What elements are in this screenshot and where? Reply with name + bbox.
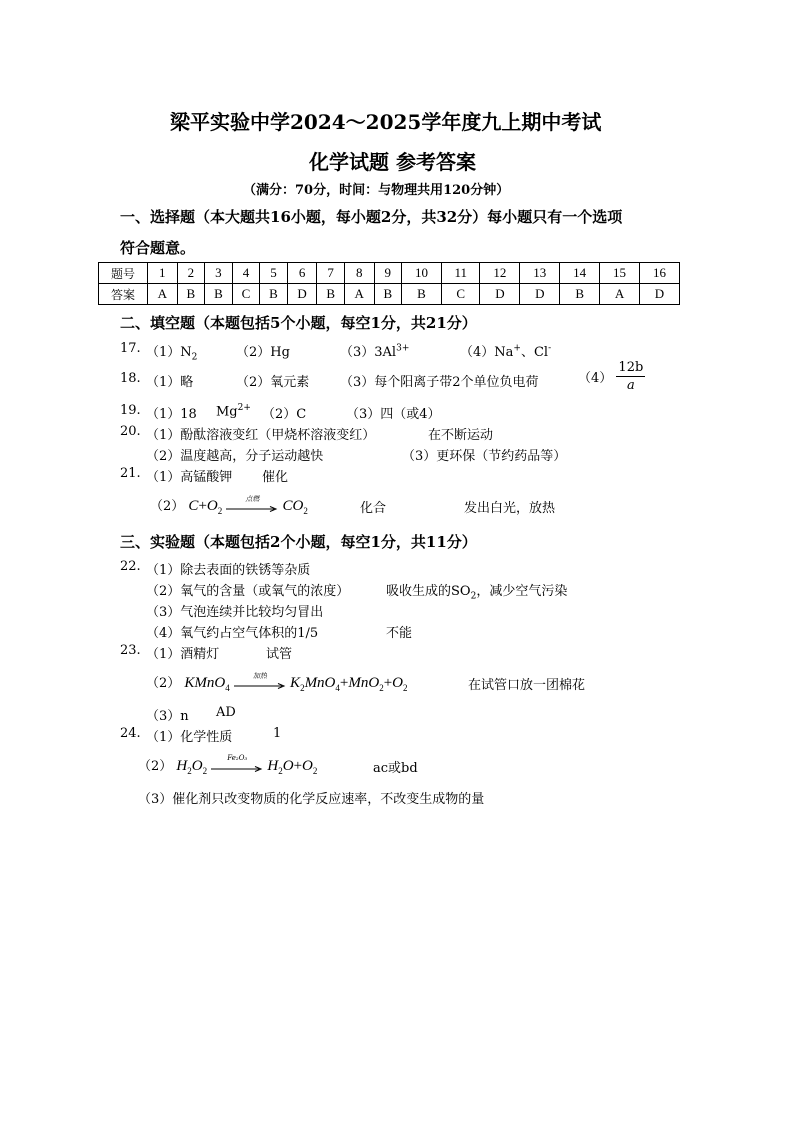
exam-meta: （满分：70分，时间：与物理共用120分钟） xyxy=(243,183,510,198)
q17-answer-2: （2）Hg xyxy=(236,345,290,360)
document-subtitle: 化学试题 参考答案 xyxy=(309,150,476,174)
reaction-arrow: 点燃 xyxy=(226,500,278,514)
question-number: 15 xyxy=(600,263,640,284)
q17-number: 17. xyxy=(120,341,141,356)
answer-cell: D xyxy=(639,284,679,305)
question-number: 9 xyxy=(374,263,402,284)
q22-answer-2b: 吸收生成的$SO_2$，减少空气污染 xyxy=(386,584,568,602)
answer-cell: B xyxy=(374,284,402,305)
table-row-answers xyxy=(99,284,680,305)
row-label: 题号 xyxy=(99,263,148,284)
q19-number: 19. xyxy=(120,403,141,418)
document-title: 梁平实验中学2024～2025学年度九上期中考试 xyxy=(170,110,602,134)
q17-answer-3: $(3)3Al^{3+}$ xyxy=(340,343,410,360)
section2-heading: 二、填空题（本题包括5个小题，每空1分，共21分） xyxy=(120,314,477,332)
q22-answer-2: （2）氧气的含量（或氧气的浓度） xyxy=(146,584,350,599)
q20-answer-3: （3）更环保（节约药品等） xyxy=(402,449,567,464)
q23-answer-3: （3）n xyxy=(146,709,189,724)
question-number: 6 xyxy=(287,263,317,284)
fraction: $\frac{12b}{a}$ xyxy=(618,360,644,393)
question-number: 16 xyxy=(639,263,679,284)
section1-heading: 一、选择题（本大题共16小题，每小题2分，共32分）每小题只有一个选项 xyxy=(120,208,623,226)
q24-answer-1: （1）化学性质 xyxy=(146,730,233,745)
answer-cell: A xyxy=(600,284,640,305)
q17-answer-4: （4）Na+、Cl- xyxy=(460,343,552,360)
answer-cell: D xyxy=(287,284,317,305)
q22-answer-3: （3）气泡连续并比较均匀冒出 xyxy=(146,605,324,620)
question-number: 12 xyxy=(480,263,520,284)
q21-answer-reaction-type: 化合 xyxy=(360,501,387,516)
q19-answer-2: （2）C xyxy=(262,407,307,422)
q20-answer-1b: 在不断运动 xyxy=(428,428,494,443)
answer-cell: B xyxy=(260,284,288,305)
answer-cell: B xyxy=(402,284,442,305)
q18-answer-2: （2）氧元素 xyxy=(236,375,310,390)
q23-number: 23. xyxy=(120,643,141,658)
q23-answer-1: （1）酒精灯 xyxy=(146,647,220,662)
answer-cell: B xyxy=(177,284,205,305)
answer-cell: D xyxy=(480,284,520,305)
q23-equation: （2） KMnO$_4$ 加热 $K_2MnO_4+MnO_2+O_2$ xyxy=(146,671,408,693)
answer-cell: B xyxy=(317,284,345,305)
question-number: 4 xyxy=(232,263,260,284)
question-number: 10 xyxy=(402,263,442,284)
section3-heading: 三、实验题（本题包括2个小题，每空1分，共11分） xyxy=(120,533,477,551)
q21-number: 21. xyxy=(120,466,141,481)
question-number: 7 xyxy=(317,263,345,284)
question-number: 3 xyxy=(205,263,233,284)
q23-answer-2b: 在试管口放一团棉花 xyxy=(468,678,586,693)
q22-answer-4b: 不能 xyxy=(386,626,413,641)
answer-cell: D xyxy=(520,284,560,305)
q24-equation: （2） $H_2O_2$ Fe₂O₃ $H_2O+O_2$ xyxy=(138,753,318,776)
q24-number: 24. xyxy=(120,726,141,741)
question-number: 13 xyxy=(520,263,560,284)
q21-equation: （2） $C+O_2$ 点燃 $CO_2$ xyxy=(150,494,308,516)
q18-number: 18. xyxy=(120,371,141,386)
answer-cell: C xyxy=(232,284,260,305)
q23-answer-1b: 试管 xyxy=(266,647,293,662)
answer-cell: B xyxy=(560,284,600,305)
answer-cell: B xyxy=(205,284,233,305)
q18-answer-4: （4） $\frac{12b}{a}$ xyxy=(578,360,644,393)
q19-answer-3: （3）四（或4） xyxy=(346,407,441,422)
q22-number: 22. xyxy=(120,559,141,574)
q17-answer-1: $(1)N_2$ xyxy=(146,345,198,363)
q21-answer-1b: 催化 xyxy=(262,470,289,485)
question-number: 1 xyxy=(148,263,178,284)
q19-answer-1b: $Mg^{2+}$ xyxy=(216,403,251,420)
question-number: 2 xyxy=(177,263,205,284)
row-label: 答案 xyxy=(99,284,148,305)
answer-table xyxy=(98,262,680,305)
q22-answer-1: （1）除去表面的铁锈等杂质 xyxy=(146,563,311,578)
q20-answer-1: （1）酚酞溶液变红（甲烧杯溶液变红） xyxy=(146,428,376,443)
question-number: 11 xyxy=(441,263,480,284)
q24-answer-1b: 1 xyxy=(273,726,282,741)
q21-answer-phenomenon: 发出白光，放热 xyxy=(464,501,556,516)
q23-answer-3b: AD xyxy=(216,705,236,720)
reaction-arrow: Fe₂O₃ xyxy=(211,760,263,774)
question-number: 5 xyxy=(260,263,288,284)
q18-answer-1: （1）略 xyxy=(146,375,194,390)
q20-number: 20. xyxy=(120,424,141,439)
q22-answer-4: （4）氧气约占空气体积的1/5 xyxy=(146,626,319,641)
q18-answer-3: （3）每个阳离子带2个单位负电荷 xyxy=(340,375,539,390)
question-number: 14 xyxy=(560,263,600,284)
table-row-numbers xyxy=(99,263,680,284)
answer-cell: A xyxy=(344,284,374,305)
q21-answer-1: （1）高锰酸钾 xyxy=(146,470,233,485)
q19-answer-1: （1）18 xyxy=(146,407,197,422)
reaction-arrow: 加热 xyxy=(234,677,286,691)
question-number: 8 xyxy=(344,263,374,284)
answer-cell: C xyxy=(441,284,480,305)
section1-heading-cont: 符合题意。 xyxy=(120,239,196,257)
q20-answer-2: （2）温度越高，分子运动越快 xyxy=(146,449,324,464)
q24-answer-2b: ac或bd xyxy=(373,761,418,776)
q24-answer-3: （3）催化剂只改变物质的化学反应速率，不改变生成物的量 xyxy=(138,792,485,807)
answer-cell: A xyxy=(148,284,178,305)
